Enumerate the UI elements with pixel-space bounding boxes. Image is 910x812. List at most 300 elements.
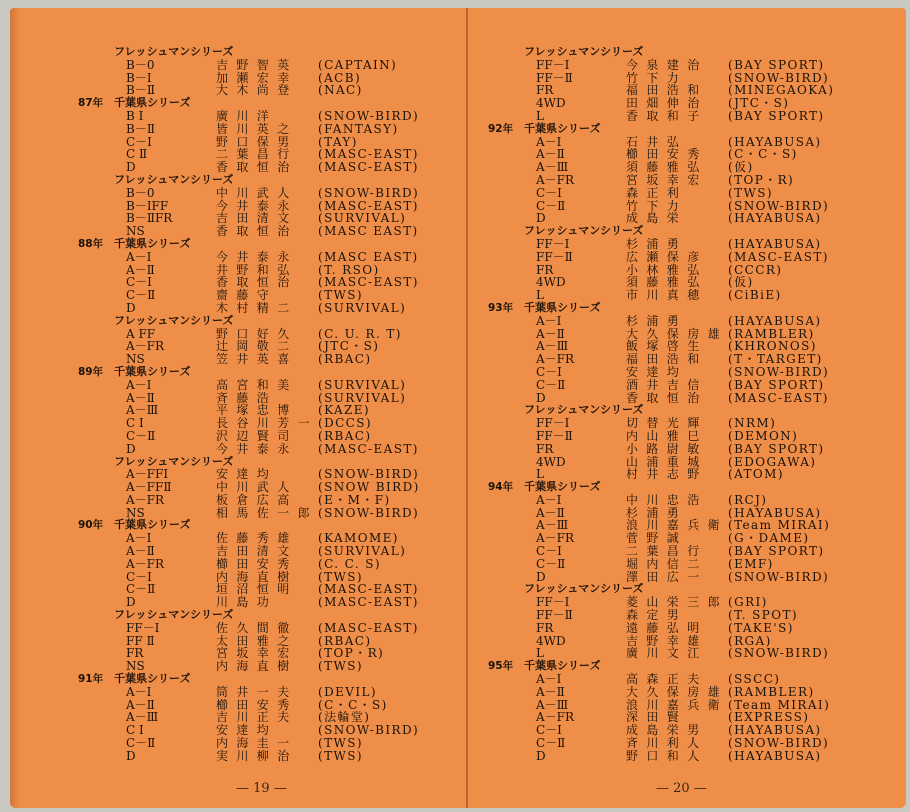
result-row — [488, 531, 810, 546]
class-label: A－Ⅱ — [536, 326, 565, 341]
result-row — [488, 57, 825, 72]
result-row — [78, 403, 371, 418]
result-row — [488, 83, 835, 98]
driver-name: 長谷川芳一 — [216, 416, 319, 431]
class-label: A－Ⅰ — [536, 492, 562, 507]
team-name: (C. U. R. T) — [318, 326, 402, 341]
driver-name: 宮坂幸宏 — [626, 172, 708, 187]
result-row — [78, 441, 419, 456]
class-label: L — [536, 467, 544, 482]
class-label: A－Ⅲ — [126, 710, 159, 725]
series-header-row — [78, 97, 233, 110]
class-label: C－Ⅱ — [126, 736, 156, 751]
driver-name: 吉野智英 — [216, 57, 298, 72]
class-label: FF－Ⅰ — [536, 57, 570, 72]
result-row — [78, 633, 372, 648]
team-name: (SNOW-BIRD) — [728, 736, 830, 751]
result-row — [488, 608, 798, 623]
driver-name: 川島功 — [216, 595, 278, 610]
driver-name: 二葉昌行 — [216, 147, 298, 162]
team-name: (法輪堂) — [318, 710, 371, 725]
team-name: (SURVIVAL) — [318, 300, 407, 315]
result-row — [78, 70, 362, 85]
result-row — [488, 710, 810, 725]
driver-name: 高宮和美 — [216, 377, 298, 392]
result-row — [78, 339, 380, 354]
series-header-row — [488, 46, 643, 59]
team-name: (TWS) — [318, 288, 363, 303]
class-label: C Ⅰ — [126, 416, 144, 431]
team-name: (JTC・S) — [728, 96, 790, 111]
class-label: A－Ⅰ — [536, 672, 562, 687]
driver-name: 小林雅弘 — [626, 262, 708, 277]
team-name: (JTC・S) — [318, 339, 380, 354]
class-label: A－Ⅰ — [536, 134, 562, 149]
class-label: D — [536, 748, 546, 763]
class-label: B Ⅰ — [126, 108, 144, 123]
team-name: (TWS) — [318, 748, 363, 763]
series-name: フレッシュマンシリーズ — [114, 45, 234, 58]
driver-name: 今井泰永 — [216, 249, 298, 264]
class-label: A－Ⅰ — [126, 377, 152, 392]
class-label: 4WD — [536, 454, 566, 469]
page-number-right: — 20 — — [656, 781, 707, 796]
result-row — [488, 556, 774, 571]
result-row — [78, 134, 358, 149]
class-label: FF－Ⅱ — [536, 249, 573, 264]
team-name: (EXPRESS) — [728, 710, 810, 725]
team-name: (SNOW-BIRD) — [728, 198, 830, 213]
class-label: B－0 — [126, 57, 155, 72]
class-label: C－Ⅱ — [126, 582, 156, 597]
driver-name: 須藤雅弘 — [626, 275, 708, 290]
team-name: (NRM) — [728, 416, 777, 431]
series-name: 千葉県シリーズ — [114, 236, 191, 250]
team-name: (SURVIVAL) — [318, 544, 407, 559]
driver-name: 香取恒治 — [216, 275, 298, 290]
driver-name: 福田浩和 — [626, 352, 708, 367]
result-row — [488, 108, 825, 123]
team-name: (EDOGAWA) — [728, 454, 817, 469]
result-row — [488, 748, 822, 763]
class-label: C Ⅱ — [126, 147, 148, 162]
result-row — [78, 108, 420, 123]
team-name: (SNOW-BIRD) — [728, 70, 830, 85]
team-name: (C. C. S) — [318, 556, 381, 571]
driver-name: 佐藤秀雄 — [216, 531, 298, 546]
driver-name: 野口好久 — [216, 326, 298, 341]
class-label: A－Ⅱ — [536, 684, 565, 699]
class-label: A－FR — [126, 556, 165, 571]
team-name: (KHRONOS) — [728, 339, 817, 354]
driver-name: 吉田清文 — [216, 211, 298, 226]
driver-name: 飯塚啓生 — [626, 339, 708, 354]
driver-name: 内海圭一 — [216, 736, 298, 751]
result-row — [488, 364, 830, 379]
year-label: 93年 — [488, 301, 514, 314]
result-row — [488, 172, 795, 187]
result-row — [488, 377, 825, 392]
result-row — [488, 633, 772, 648]
class-label: C－Ⅰ — [536, 364, 562, 379]
class-label: A－Ⅰ — [126, 249, 152, 264]
class-label: C－Ⅰ — [536, 544, 562, 559]
class-label: A－Ⅱ — [126, 390, 155, 405]
series-name: 千葉県シリーズ — [114, 518, 191, 532]
result-row — [78, 352, 372, 367]
class-label: FF－Ⅰ — [536, 416, 570, 431]
team-name: (C・C・S) — [318, 697, 388, 712]
year-label: 95年 — [488, 660, 514, 673]
team-name: (MASC-EAST) — [318, 147, 419, 162]
team-name: (SNOW-BIRD) — [318, 467, 420, 482]
driver-name: 板倉広高 — [216, 492, 298, 507]
team-name: (SNOW-BIRD) — [318, 185, 420, 200]
driver-name: 廣川文江 — [626, 646, 708, 661]
class-label: 4WD — [536, 633, 566, 648]
team-name: (KAZE) — [318, 403, 371, 418]
class-label: FF－Ⅰ — [126, 620, 160, 635]
result-row — [488, 492, 768, 507]
driver-name: 大木尚登 — [216, 83, 298, 98]
class-label: A－Ⅱ — [126, 544, 155, 559]
result-row — [78, 492, 391, 507]
year-label: 87年 — [78, 97, 104, 110]
class-label: C－Ⅱ — [536, 198, 566, 213]
team-name: (TAKE'S) — [728, 620, 794, 635]
team-name: (MINEGAOKA) — [728, 83, 835, 98]
class-label: NS — [126, 659, 145, 674]
series-header-row — [78, 315, 233, 328]
class-label: A－FFⅡ — [126, 480, 172, 495]
year-label: 91年 — [78, 673, 104, 686]
driver-name: 辻岡敬二 — [216, 339, 298, 354]
class-label: A－FR — [126, 339, 165, 354]
series-name: 千葉県シリーズ — [114, 96, 191, 110]
driver-name: 櫛田安秀 — [626, 147, 708, 162]
team-name: (HAYABUSA) — [728, 134, 822, 149]
team-name: (TOP・R) — [318, 646, 385, 661]
team-name: (SNOW-BIRD) — [728, 569, 830, 584]
driver-name: 吉川正夫 — [216, 710, 298, 725]
team-name: (MASC EAST) — [318, 224, 419, 239]
driver-name: 澤田広一 — [626, 569, 708, 584]
result-row — [78, 147, 419, 162]
class-label: C－Ⅱ — [536, 736, 566, 751]
result-row — [78, 620, 419, 635]
driver-name: 木村精二 — [216, 300, 298, 315]
driver-name: 成島栄 — [626, 211, 688, 226]
driver-name: 浪川嘉兵衛 — [626, 697, 729, 712]
team-name: (DEMON) — [728, 428, 799, 443]
driver-name: 竹下力 — [626, 198, 688, 213]
class-label: FR — [536, 441, 554, 456]
series-name: 千葉県シリーズ — [524, 659, 601, 673]
driver-name: 浪川嘉兵衛 — [626, 518, 729, 533]
result-row — [488, 454, 817, 469]
class-label: A－FR — [126, 492, 165, 507]
result-row — [78, 428, 372, 443]
year-label: 90年 — [78, 519, 104, 532]
series-name: フレッシュマンシリーズ — [524, 45, 644, 58]
series-name: フレッシュマンシリーズ — [114, 313, 234, 327]
team-name: (NAC) — [318, 83, 363, 98]
class-label: A－Ⅲ — [536, 160, 569, 175]
team-name: (G・DAME) — [728, 531, 810, 546]
team-name: (FANTASY) — [318, 121, 399, 136]
driver-name: 香取恒治 — [216, 224, 298, 239]
driver-name: 石井弘 — [626, 134, 688, 149]
class-label: C－Ⅱ — [126, 428, 156, 443]
series-header-row — [78, 609, 233, 622]
team-name: (MASC-EAST) — [318, 441, 419, 456]
class-label: L — [536, 108, 544, 123]
driver-name: 佐久間徹 — [216, 620, 298, 635]
series-header-row — [78, 673, 233, 686]
team-name: (EMF) — [728, 556, 774, 571]
class-label: D — [536, 390, 546, 405]
class-label: 4WD — [536, 96, 566, 111]
result-row — [488, 185, 773, 200]
class-label: FF－Ⅱ — [536, 70, 573, 85]
team-name: (TWS) — [318, 736, 363, 751]
driver-name: 森正利 — [626, 185, 688, 200]
driver-name: 廣川洋 — [216, 108, 278, 123]
team-name: (GRI) — [728, 595, 768, 610]
class-label: FF－Ⅱ — [536, 428, 573, 443]
class-label: A－Ⅰ — [126, 531, 152, 546]
team-name: (CAPTAIN) — [318, 57, 398, 72]
team-name: (E・M・F) — [318, 492, 391, 507]
driver-name: 斉川利人 — [626, 736, 708, 751]
team-name: (HAYABUSA) — [728, 723, 822, 738]
series-name: フレッシュマンシリーズ — [114, 454, 234, 468]
team-name: (MASC-EAST) — [318, 582, 419, 597]
team-name: (TAY) — [318, 134, 358, 149]
result-row — [78, 275, 419, 290]
series-header-row — [78, 238, 233, 251]
driver-name: 今井泰永 — [216, 441, 298, 456]
result-row — [78, 736, 363, 751]
driver-name: 井野和弘 — [216, 262, 298, 277]
left-page — [10, 8, 466, 808]
driver-name: 田畑伸治 — [626, 96, 708, 111]
result-row — [488, 620, 794, 635]
team-name: (TWS) — [318, 569, 363, 584]
team-name: (MASC-EAST) — [318, 275, 419, 290]
driver-name: 大久保房雄 — [626, 326, 729, 341]
driver-name: 杉浦勇 — [626, 313, 688, 328]
driver-name: 菱山栄三郎 — [626, 595, 729, 610]
driver-name: 宮坂幸宏 — [216, 646, 298, 661]
team-name: (SURVIVAL) — [318, 390, 407, 405]
driver-name: 成島栄男 — [626, 723, 708, 738]
team-name: (SSCC) — [728, 672, 781, 687]
driver-name: 吉野幸雄 — [626, 633, 708, 648]
result-row — [78, 249, 419, 264]
result-row — [78, 544, 407, 559]
driver-name: 中川武人 — [216, 185, 298, 200]
class-label: D — [126, 300, 136, 315]
class-label: A－FR — [536, 531, 575, 546]
team-name: (BAY SPORT) — [728, 377, 825, 392]
driver-name: 遠藤弘明 — [626, 620, 708, 635]
team-name: (MASC-EAST) — [318, 595, 419, 610]
series-name: フレッシュマンシリーズ — [524, 403, 644, 417]
driver-name: 福田浩和 — [626, 83, 708, 98]
driver-name: 笠井英喜 — [216, 352, 298, 367]
team-name: (仮) — [728, 160, 754, 175]
class-label: B－Ⅱ — [126, 121, 155, 136]
driver-name: 太田雅之 — [216, 633, 298, 648]
class-label: A－Ⅱ — [126, 262, 155, 277]
class-label: A－Ⅰ — [536, 313, 562, 328]
class-label: C－Ⅱ — [536, 556, 566, 571]
driver-name: 切替光輝 — [626, 416, 708, 431]
result-row — [488, 275, 754, 290]
result-row — [78, 556, 381, 571]
series-name: フレッシュマンシリーズ — [524, 582, 644, 596]
driver-name: 村井志野 — [626, 467, 708, 482]
class-label: C－Ⅰ — [126, 569, 152, 584]
team-name: (Team MIRAI) — [728, 518, 831, 533]
driver-name: 沢辺賢司 — [216, 428, 298, 443]
series-name: 千葉県シリーズ — [114, 672, 191, 686]
class-label: NS — [126, 352, 145, 367]
team-name: (T. RSO) — [318, 262, 380, 277]
class-label: C－Ⅱ — [536, 377, 566, 392]
team-name: (SNOW-BIRD) — [318, 108, 420, 123]
driver-name: 安達均 — [626, 364, 688, 379]
driver-name: 高森正夫 — [626, 672, 708, 687]
result-row — [78, 262, 380, 277]
team-name: (HAYABUSA) — [728, 236, 822, 251]
driver-name: 内山雅巳 — [626, 428, 708, 443]
driver-name: 筒井一夫 — [216, 684, 298, 699]
driver-name: 櫛田安秀 — [216, 556, 298, 571]
class-label: C－Ⅰ — [536, 723, 562, 738]
result-row — [488, 544, 825, 559]
result-row — [78, 646, 385, 661]
series-header-row — [78, 366, 233, 379]
series-header-row — [488, 302, 643, 315]
team-name: (ACB) — [318, 70, 362, 85]
team-name: (RGA) — [728, 633, 772, 648]
result-row — [78, 531, 399, 546]
class-label: C－Ⅰ — [126, 134, 152, 149]
series-header-row — [488, 481, 643, 494]
result-row — [78, 121, 399, 136]
class-label: B－Ⅱ — [126, 83, 155, 98]
result-row — [78, 185, 420, 200]
team-name: (MASC-EAST) — [728, 249, 829, 264]
team-name: (SNOW-BIRD) — [318, 723, 420, 738]
class-label: D — [536, 569, 546, 584]
page-number-left: — 19 — — [236, 781, 287, 796]
series-name: フレッシュマンシリーズ — [114, 608, 234, 622]
team-name: (RAMBLER) — [728, 326, 815, 341]
result-row — [78, 582, 419, 597]
team-name: (DEVIL) — [318, 684, 377, 699]
class-label: FR — [126, 646, 144, 661]
team-name: (BAY SPORT) — [728, 108, 825, 123]
team-name: (RBAC) — [318, 633, 372, 648]
results-list-right — [488, 45, 835, 763]
class-label: C－Ⅰ — [536, 185, 562, 200]
series-name: 千葉県シリーズ — [524, 480, 601, 494]
class-label: A－FR — [536, 710, 575, 725]
team-name: (T・TARGET) — [728, 352, 823, 367]
result-row — [488, 134, 822, 149]
results-list-left — [78, 45, 420, 763]
result-row — [488, 96, 790, 111]
class-label: L — [536, 646, 544, 661]
class-label: A－Ⅰ — [126, 684, 152, 699]
year-label: 92年 — [488, 122, 514, 135]
result-row — [78, 480, 420, 495]
class-label: C－Ⅰ — [126, 275, 152, 290]
team-name: (BAY SPORT) — [728, 57, 825, 72]
team-name: (RAMBLER) — [728, 684, 815, 699]
driver-name: 香取恒治 — [626, 390, 708, 405]
series-name: 千葉県シリーズ — [524, 300, 601, 314]
class-label: 4WD — [536, 275, 566, 290]
team-name: (仮) — [728, 275, 754, 290]
result-row — [78, 723, 420, 738]
class-label: A－Ⅱ — [536, 147, 565, 162]
driver-name: 市川真穂 — [626, 288, 708, 303]
result-row — [78, 288, 363, 303]
class-label: D — [126, 748, 136, 763]
team-name: (CiBiE) — [728, 288, 782, 303]
result-row — [78, 569, 363, 584]
class-label: A－Ⅲ — [536, 697, 569, 712]
driver-name: 実川柳治 — [216, 748, 298, 763]
driver-name: 野口保男 — [216, 134, 298, 149]
team-name: (RCJ) — [728, 492, 768, 507]
class-label: B－ⅠFF — [126, 198, 169, 213]
result-row — [78, 416, 372, 431]
class-label: A－Ⅱ — [536, 505, 565, 520]
series-header-row — [488, 123, 643, 136]
result-row — [78, 300, 407, 315]
team-name: (ATOM) — [728, 467, 784, 482]
team-name: (MASC-EAST) — [728, 390, 829, 405]
team-name: (MASC-EAST) — [318, 198, 419, 213]
result-row — [78, 748, 363, 763]
class-label: D — [126, 441, 136, 456]
team-name: (TWS) — [728, 185, 773, 200]
driver-name: 平塚忠博 — [216, 403, 298, 418]
driver-name: 齋藤守 — [216, 288, 278, 303]
driver-name: 櫛田安秀 — [216, 697, 298, 712]
class-label: FR — [536, 262, 554, 277]
result-row — [78, 211, 407, 226]
team-name: (RBAC) — [318, 352, 372, 367]
result-row — [78, 377, 407, 392]
series-header-row — [78, 46, 233, 59]
driver-name: 広瀬保彦 — [626, 249, 708, 264]
driver-name: 今泉建治 — [626, 57, 708, 72]
result-row — [488, 736, 830, 751]
class-label: A－FR — [536, 352, 575, 367]
team-name: (SNOW-BIRD) — [318, 505, 420, 520]
driver-name: 杉浦勇 — [626, 505, 688, 520]
driver-name: 香取和子 — [626, 108, 708, 123]
result-row — [488, 672, 781, 687]
team-name: (C・C・S) — [728, 147, 798, 162]
class-label: A－FFⅠ — [126, 467, 169, 482]
